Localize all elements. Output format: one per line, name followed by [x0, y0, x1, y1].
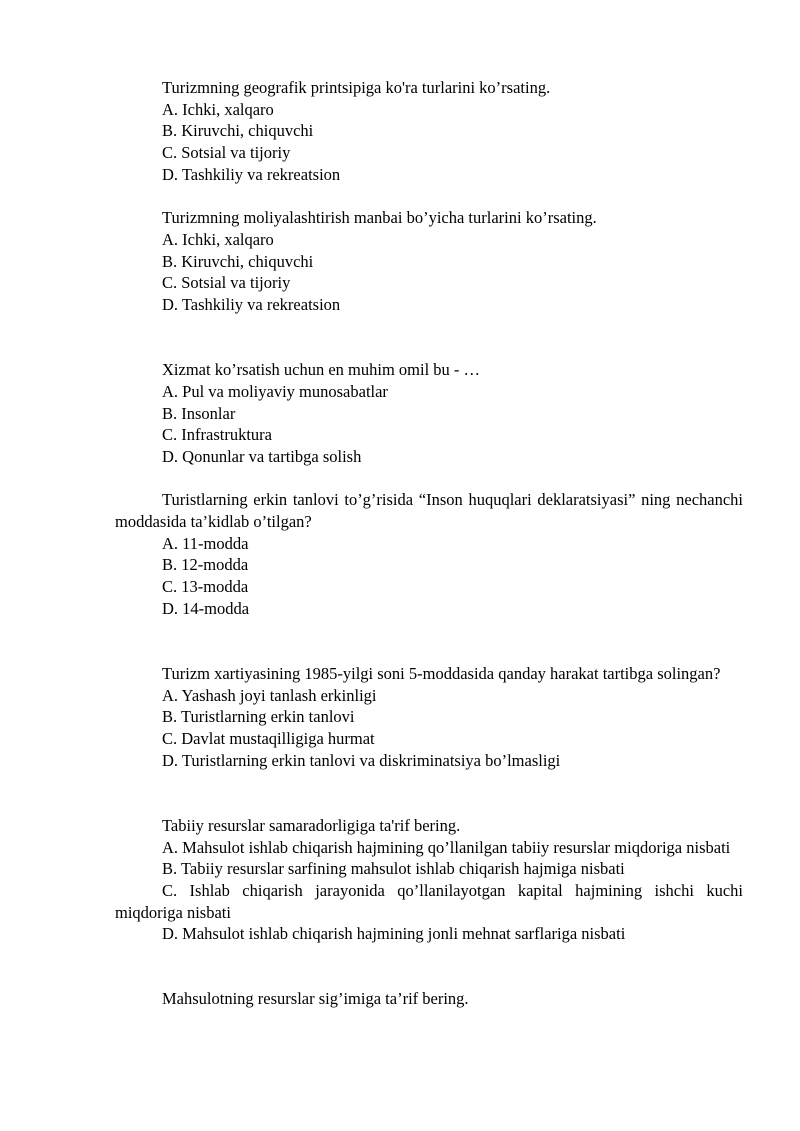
question-6 [115, 815, 743, 945]
question-5-option-c: C. Davlat mustaqilligiga hurmat [162, 729, 375, 749]
question-5-stem: Turizm xartiyasining 1985-yilgi soni 5-moddasida qanday harakat tartibga solingan? [162, 663, 721, 683]
question-5 [115, 663, 743, 772]
question-1 [115, 77, 743, 186]
question-1-option-b: B. Kiruvchi, chiquvchi [162, 121, 314, 141]
question-6-option-c: C. Ishlab chiqarish jarayonida qo’llanilayotgan kapital hajmining ishchi kuchi miqdoriga nisbati [115, 880, 743, 922]
spacer [115, 771, 743, 814]
document-page [115, 77, 743, 1010]
question-1-option-c: C. Sotsial va tijoriy [162, 143, 291, 163]
question-4-option-c: C. 13-modda [162, 577, 249, 597]
question-2 [115, 207, 743, 316]
spacer [115, 186, 743, 208]
spacer [115, 468, 743, 490]
question-4 [115, 489, 743, 619]
question-6-stem: Tabiiy resurslar samaradorligiga ta'rif bering. [162, 815, 461, 835]
question-3-option-c: C. Infrastruktura [162, 425, 272, 445]
question-6-option-a: A. Mahsulot ishlab chiqarish hajmining qo’llanilgan tabiiy resurslar miqdoriga nisbati [162, 837, 731, 857]
question-7 [115, 988, 743, 1010]
question-2-option-a: A. Ichki, xalqaro [162, 229, 274, 249]
question-3-stem: Xizmat ko’rsatish uchun en muhim omil bu - … [162, 360, 481, 380]
question-1-stem: Turizmning geografik printsipiga ko'ra turlarini ko’rsating. [162, 78, 551, 97]
spacer [115, 316, 743, 359]
question-1-option-a: A. Ichki, xalqaro [162, 99, 274, 119]
question-3 [115, 359, 743, 468]
question-4-option-b: B. 12-modda [162, 555, 249, 575]
question-2-option-c: C. Sotsial va tijoriy [162, 273, 291, 293]
question-4-stem: Turistlarning erkin tanlovi to’g’risida “Inson huquqlari deklaratsiyasi” ning nechanchi moddasida ta’kidlab o’tilgan? [115, 490, 743, 532]
question-5-option-b: B. Turistlarning erkin tanlovi [162, 707, 355, 727]
question-5-option-d: D. Turistlarning erkin tanlovi va diskriminatsiya bo’lmasligi [162, 750, 561, 770]
spacer [115, 620, 743, 663]
question-3-option-a: A. Pul va moliyaviy munosabatlar [162, 381, 388, 401]
question-3-option-b: B. Insonlar [162, 403, 236, 423]
question-6-option-d: D. Mahsulot ishlab chiqarish hajmining jonli mehnat sarflariga nisbati [162, 924, 626, 944]
question-6-option-b: B. Tabiiy resurslar sarfining mahsulot ishlab chiqarish hajmiga nisbati [162, 859, 625, 879]
question-5-option-a: A. Yashash joyi tanlash erkinligi [162, 685, 377, 705]
question-3-option-d: D. Qonunlar va tartibga solish [162, 446, 362, 466]
question-2-stem: Turizmning moliyalashtirish manbai bo’yicha turlarini ko’rsating. [162, 208, 597, 228]
question-4-option-a: A. 11-modda [162, 533, 249, 553]
question-4-option-d: D. 14-modda [162, 598, 250, 618]
question-7-stem: Mahsulotning resurslar sig’imiga ta’rif bering. [162, 989, 469, 1009]
question-2-option-d: D. Tashkiliy va rekreatsion [162, 295, 341, 315]
question-1-option-d: D. Tashkiliy va rekreatsion [162, 164, 341, 184]
question-2-option-b: B. Kiruvchi, chiquvchi [162, 251, 314, 271]
spacer [115, 945, 743, 988]
